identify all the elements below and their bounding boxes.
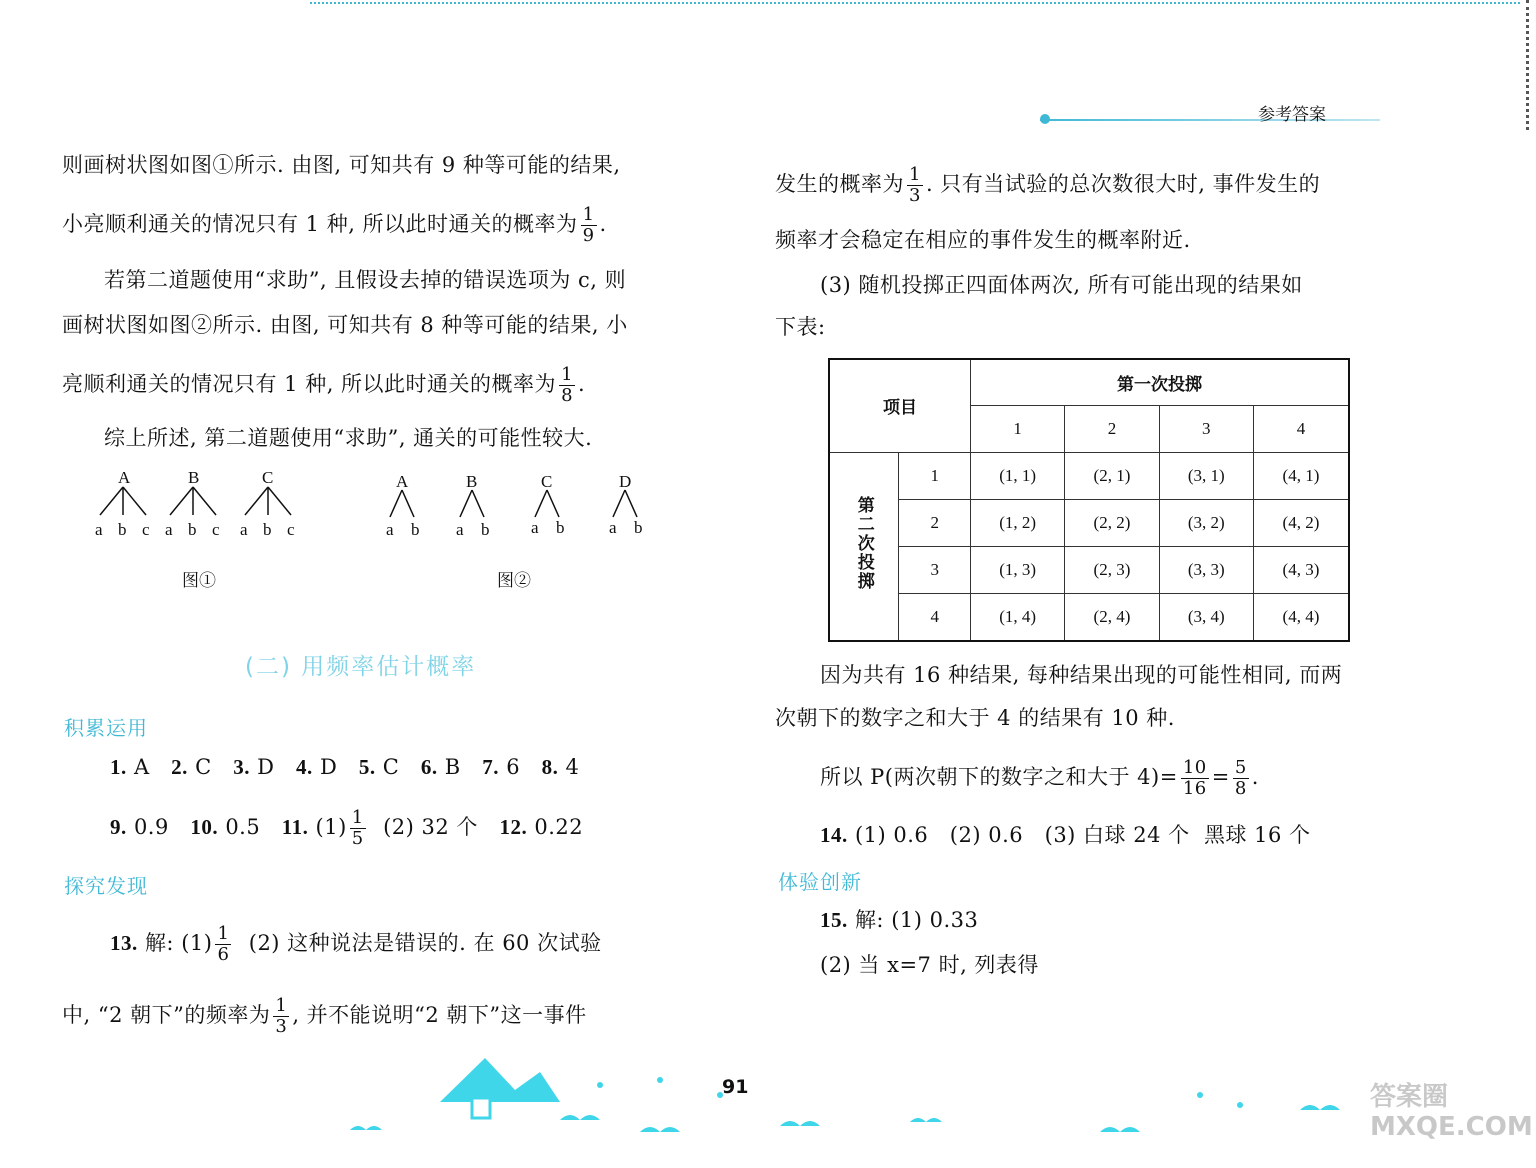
fraction: $\frac{1}{3}$ bbox=[909, 164, 921, 206]
answers-row-2: 9. 0.9 10. 0.5 11. (1) $\frac{1}{5}$ (2) 32 个 12. 0.22 bbox=[110, 807, 584, 849]
table-cell: (3, 3) bbox=[1159, 547, 1253, 594]
tree-2-root: D bbox=[619, 472, 632, 491]
tree-2-leaf: b bbox=[481, 520, 490, 539]
tree-2-root: B bbox=[466, 472, 478, 491]
table-row-group: 第二次投掷 bbox=[829, 452, 899, 641]
left-para-2c: 亮顺利通关的情况只有 1 种, 所以此时通关的概率为 $\frac{1}{8}$ . bbox=[62, 364, 586, 406]
tree-1-leaf: c bbox=[287, 520, 295, 539]
table-cell: (1, 3) bbox=[971, 547, 1065, 594]
answer-item: 3. D bbox=[233, 755, 275, 779]
tree-2-leaf: a bbox=[531, 518, 539, 537]
tree-1-root: A bbox=[118, 468, 131, 487]
tree-2-leaf: b bbox=[411, 520, 420, 539]
table-row-header: 3 bbox=[899, 547, 971, 594]
tree-2-leaf: a bbox=[456, 520, 464, 539]
left-para-1b: 小亮顺利通关的情况只有 1 种, 所以此时通关的概率为 $\frac{1}{9}$ . bbox=[62, 204, 607, 246]
answer-item: 5. C bbox=[358, 755, 400, 779]
tree-2-leaf: b bbox=[556, 518, 565, 537]
tree-1-leaf: b bbox=[188, 520, 197, 539]
header-rule bbox=[1040, 119, 1380, 121]
answer-item: 1. A bbox=[110, 755, 150, 779]
table-row-header: 1 bbox=[899, 452, 971, 499]
tree-2-leaf: a bbox=[609, 518, 617, 537]
left-para-3: 综上所述, 第二道题使用“求助”, 通关的可能性较大. bbox=[104, 426, 593, 450]
tree-1-root: B bbox=[188, 468, 200, 487]
tree-1-leaf: b bbox=[263, 520, 272, 539]
figure-1-caption: 图① bbox=[182, 571, 216, 591]
tree-1-leaf: a bbox=[95, 520, 103, 539]
table-cell: (1, 1) bbox=[971, 452, 1065, 499]
fraction: $\frac{10}{16}$ bbox=[1182, 757, 1207, 799]
table-col-header: 2 bbox=[1065, 405, 1159, 452]
answer-item: 6. B bbox=[420, 755, 461, 779]
fraction: $\frac{1}{3}$ bbox=[275, 995, 288, 1037]
tree-1-leaf: c bbox=[212, 520, 220, 539]
tree-2-root: C bbox=[541, 472, 553, 491]
right-line-5: 因为共有 16 种结果, 每种结果出现的可能性相同, 而两 bbox=[820, 663, 1343, 687]
right-edge bbox=[1526, 0, 1533, 130]
left-para-2b: 画树状图如图②所示. 由图, 可知共有 8 种等可能的结果, 小 bbox=[62, 313, 628, 337]
tree-1-root: C bbox=[262, 468, 274, 487]
table-col-header: 1 bbox=[971, 405, 1065, 452]
answer-item: 8. 4 bbox=[541, 755, 580, 779]
fraction: $\frac{1}{5}$ bbox=[351, 807, 364, 849]
page-number: 91 bbox=[722, 1076, 749, 1098]
tree-1-leaf: a bbox=[240, 520, 248, 539]
right-line-2: 频率才会稳定在相应的事件发生的概率附近. bbox=[775, 228, 1191, 252]
tree-2-leaf: b bbox=[634, 518, 643, 537]
table-cell: (4, 1) bbox=[1253, 452, 1349, 499]
tree-2-leaf: a bbox=[386, 520, 394, 539]
table-cell: (1, 4) bbox=[971, 594, 1065, 641]
table-cell: (4, 4) bbox=[1253, 594, 1349, 641]
q15-line-1: 15. 解: (1) 0.33 bbox=[820, 908, 979, 932]
q15-line-2: (2) 当 x=7 时, 列表得 bbox=[820, 953, 1039, 977]
watermark-logo: 答案圈 MXQE.COM bbox=[1370, 1082, 1533, 1142]
table-col-group: 第一次投掷 bbox=[971, 359, 1350, 405]
header-title: 参考答案 bbox=[1258, 105, 1326, 125]
table-cell: (2, 3) bbox=[1065, 547, 1159, 594]
answer-item: 4. D bbox=[296, 755, 338, 779]
q13-line-1: 13. 解: (1) $\frac{1}{6}$ (2) 这种说法是错误的. 在 60 次试验 bbox=[110, 923, 602, 965]
section-label-explore: 探究发现 bbox=[64, 874, 148, 898]
table-cell: (4, 2) bbox=[1253, 499, 1349, 546]
tree-1-lines bbox=[100, 487, 291, 515]
table-cell: (1, 2) bbox=[971, 499, 1065, 546]
left-para-2a: 若第二道题使用“求助”, 且假设去掉的错误选项为 c, 则 bbox=[104, 268, 627, 292]
table-cell: (3, 4) bbox=[1159, 594, 1253, 641]
fraction: $\frac{1}{9}$ bbox=[582, 204, 595, 246]
q13-line-2: 中, “2 朝下”的频率为 $\frac{1}{3}$ , 并不能说明“2 朝下”这一事件 bbox=[62, 995, 587, 1037]
tree-1-leaf: a bbox=[165, 520, 173, 539]
left-para-1a: 则画树状图如图①所示. 由图, 可知共有 9 种等可能的结果, bbox=[62, 153, 621, 177]
outcome-table bbox=[828, 358, 1350, 642]
table-cell: (2, 4) bbox=[1065, 594, 1159, 641]
probability-equation: 所以 P(两次朝下的数字之和大于 4)= $\frac{10}{16}$ = $\frac{5}{8}$ . bbox=[820, 757, 1259, 799]
table-cell: (3, 2) bbox=[1159, 499, 1253, 546]
header-dot bbox=[1040, 114, 1050, 124]
right-line-1: 发生的概率为 $\frac{1}{3}$ . 只有当试验的总次数很大时, 事件发生的 bbox=[775, 164, 1321, 206]
table-row-header: 4 bbox=[899, 594, 971, 641]
footer-decoration bbox=[120, 1050, 1400, 1160]
right-line-3: (3) 随机投掷正四面体两次, 所有可能出现的结果如 bbox=[820, 273, 1303, 297]
table-col-header: 3 bbox=[1159, 405, 1253, 452]
section-title: (二) 用频率估计概率 bbox=[245, 654, 477, 680]
table-corner: 项目 bbox=[829, 359, 971, 452]
fraction: $\frac{1}{8}$ bbox=[561, 364, 574, 406]
tree-1-leaf: c bbox=[142, 520, 150, 539]
table-cell: (2, 2) bbox=[1065, 499, 1159, 546]
table-cell: (4, 3) bbox=[1253, 547, 1349, 594]
table-row-header: 2 bbox=[899, 499, 971, 546]
tree-2-root: A bbox=[396, 472, 409, 491]
right-line-6: 次朝下的数字之和大于 4 的结果有 10 种. bbox=[775, 706, 1175, 730]
answer-item: 2. C bbox=[171, 755, 212, 779]
section-label-accumulate: 积累运用 bbox=[64, 716, 148, 740]
answer-item: 7. 6 bbox=[482, 755, 521, 779]
top-border bbox=[310, 2, 1520, 4]
table-cell: (2, 1) bbox=[1065, 452, 1159, 499]
answers-row-1 bbox=[110, 752, 579, 782]
figure-2-caption: 图② bbox=[497, 571, 531, 591]
table-cell: (3, 1) bbox=[1159, 452, 1253, 499]
tree-1-leaf: b bbox=[118, 520, 127, 539]
table-col-header: 4 bbox=[1253, 405, 1349, 452]
section-label-innovate: 体验创新 bbox=[778, 870, 862, 894]
fraction: $\frac{1}{6}$ bbox=[217, 923, 230, 965]
right-line-4: 下表: bbox=[775, 315, 826, 339]
fraction: $\frac{5}{8}$ bbox=[1234, 757, 1247, 799]
q14-answer: 14. (1) 0.6 (2) 0.6 (3) 白球 24 个 黑球 16 个 bbox=[820, 823, 1311, 847]
